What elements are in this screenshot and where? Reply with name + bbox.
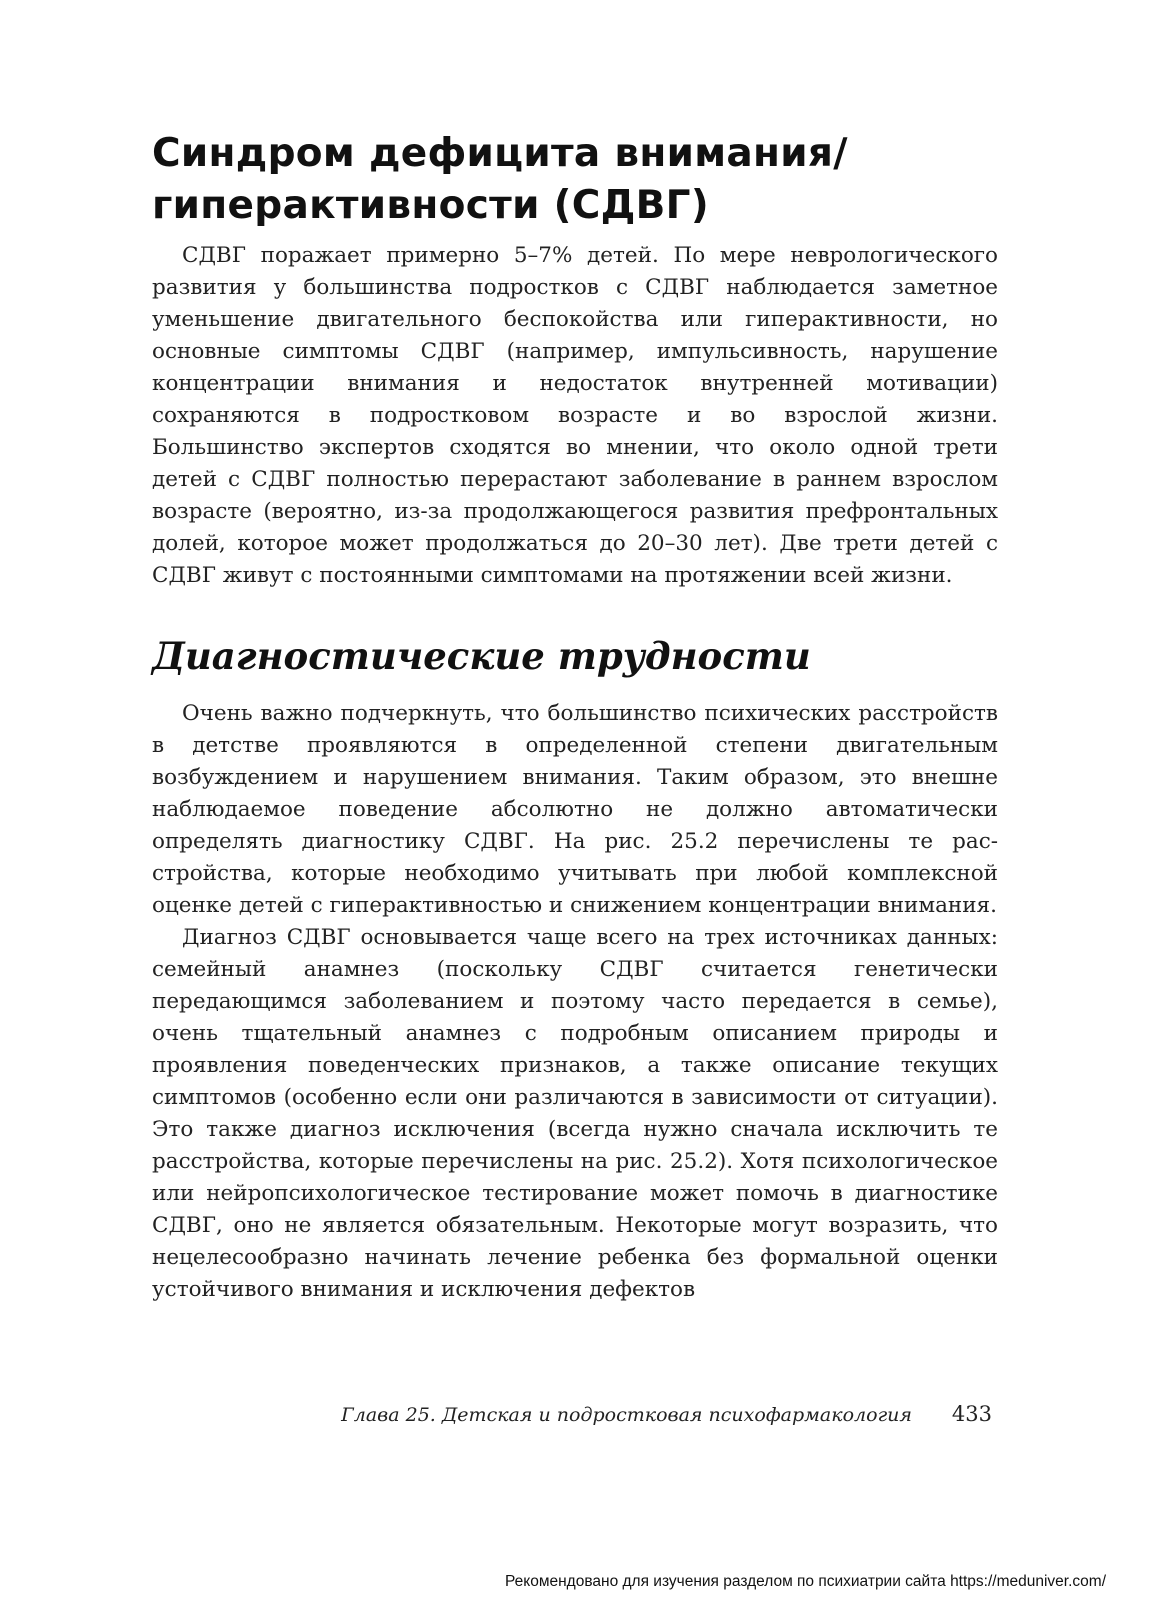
page-title: Синдром дефицита внимания/ гиперактивности (СДВГ) — [152, 131, 848, 228]
page-body — [152, 128, 998, 1306]
body-paragraph: Очень важно подчеркнуть, что большинство психических расстройств в детстве проявляются в определенной степени двигательным возбуждением и нарушением внимания. Таким образом, это внешне наблюдаемое поведение абсолютно не должно автоматически определять диагностику СДВГ. На рис. 25.2 перечислены те расстройства, которые необходимо учитывать при любой комплексной оценке детей с гиперактивностью и снижением концентрации внимания. — [152, 701, 998, 918]
section-heading: Диагностические трудности — [152, 634, 811, 678]
intro-paragraph: СДВГ поражает примерно 5–7% детей. По мере неврологического развития у большинства подростков с СДВГ наблюдается заметное уменьшение двигательного беспокойства или гиперактивности, но основные симптомы СДВГ (например, импульсивность, нарушение концентрации внимания и недостаток внутренней мотивации) сохраняются в подростковом возрасте и во взрослой жизни. Большинство экспертов сходятся во мнении, что около одной трети детей с СДВГ полностью перерастают заболевание в раннем взрослом возрасте (вероятно, из-за продолжающегося развития префронтальных долей, которое может продолжаться до 20–30 лет). Две трети детей с СДВГ живут с постоянными симптомами на протяжении всей жизни. — [152, 243, 998, 588]
page-footer — [152, 1402, 998, 1436]
running-footer-title: Глава 25. Детская и подростковая психофармакология — [341, 1404, 912, 1426]
page-number: 433 — [951, 1402, 992, 1426]
body-paragraph: Диагноз СДВГ основывается чаще всего на трех источниках данных: семейный анамнез (поскольку СДВГ считается генетически передающимся заболеванием и поэтому часто передается в семье), очень тщательный анамнез с подробным описанием природы и проявления поведенческих признаков, а также описание текущих симптомов (особенно если они различаются в зависимости от ситуации). Это также диагноз исключения (всегда нужно сначала исключить те расстройства, которые перечислены на рис. 25.2). Хотя психологическое или нейропсихологическое тестирование может помочь в диагностике СДВГ, оно не является обязательным. Некоторые могут возразить, что нецелесообразно начинать лечение ребенка без формальной оценки устойчивого внимания и исключения дефектов — [152, 925, 998, 1302]
watermark-text: Рекомендовано для изучения разделом по психиатрии сайта https://meduniver.com/ — [504, 1573, 1106, 1590]
